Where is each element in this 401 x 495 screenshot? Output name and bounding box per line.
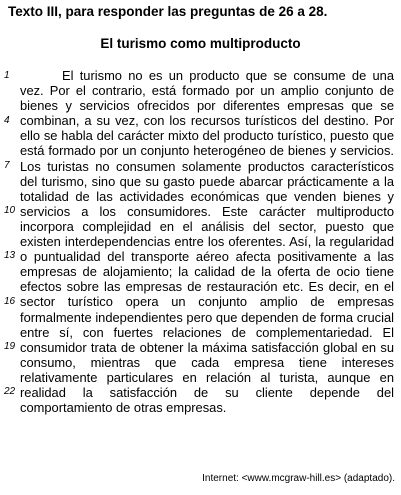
line-number: 16 [4, 296, 16, 307]
section-heading: Texto III, para responder las preguntas de 26 a 28. [8, 4, 328, 19]
line-number: 22 [4, 386, 16, 397]
line-number: 10 [4, 205, 16, 216]
line-number: 19 [4, 341, 16, 352]
line-number: 1 [4, 70, 10, 81]
line-number: 7 [4, 160, 10, 171]
article-title: El turismo como multiproducto [100, 36, 301, 51]
source-citation: Internet: <www.mcgraw-hill.es> (adaptado). [202, 473, 395, 484]
line-number: 4 [4, 115, 10, 126]
line-number: 13 [4, 250, 16, 261]
body-paragraph: El turismo no es un producto que se consume de una vez. Por el contrario, está formado por un amplio conjunto de bienes y servicios ofrecidos por diferentes empresas que se combinan, a su vez, con los recursos turísticos del destino. Por ello se habla del carácter mixto del producto turístico, puesto que está formado por un conjunto heterogéneo de bienes y servicios. Los turistas no consumen solamente productos característicos del turismo, sino que su gasto puede abarcar prácticamente a la totalidad de las actividades económicas que venden bienes y servicios a los consumidores. Este carácter multiproducto incorpora complejidad en el análisis del sector, puesto que existen interdependencias entre los oferentes. Así, la regularidad o puntualidad del transporte aéreo afecta positivamente a las empresas de alojamiento; la calidad de la oferta de ocio tiene efectos sobre las empresas de restauración etc. Es decir, en el sector turístico opera un conjunto amplio de empresas formalmente independientes pero que dependen de forma crucial entre sí, con fuertes relaciones de complementariedad. El consumidor trata de obtener la máxima satisfacción global en su consumo, mientras que cada empresa tiene intereses relativamente particulares en relación al turista, aunque en realidad la satisfacción de su cliente depende del comportamiento de otras empresas. [20, 68, 394, 416]
article-body [20, 68, 394, 415]
